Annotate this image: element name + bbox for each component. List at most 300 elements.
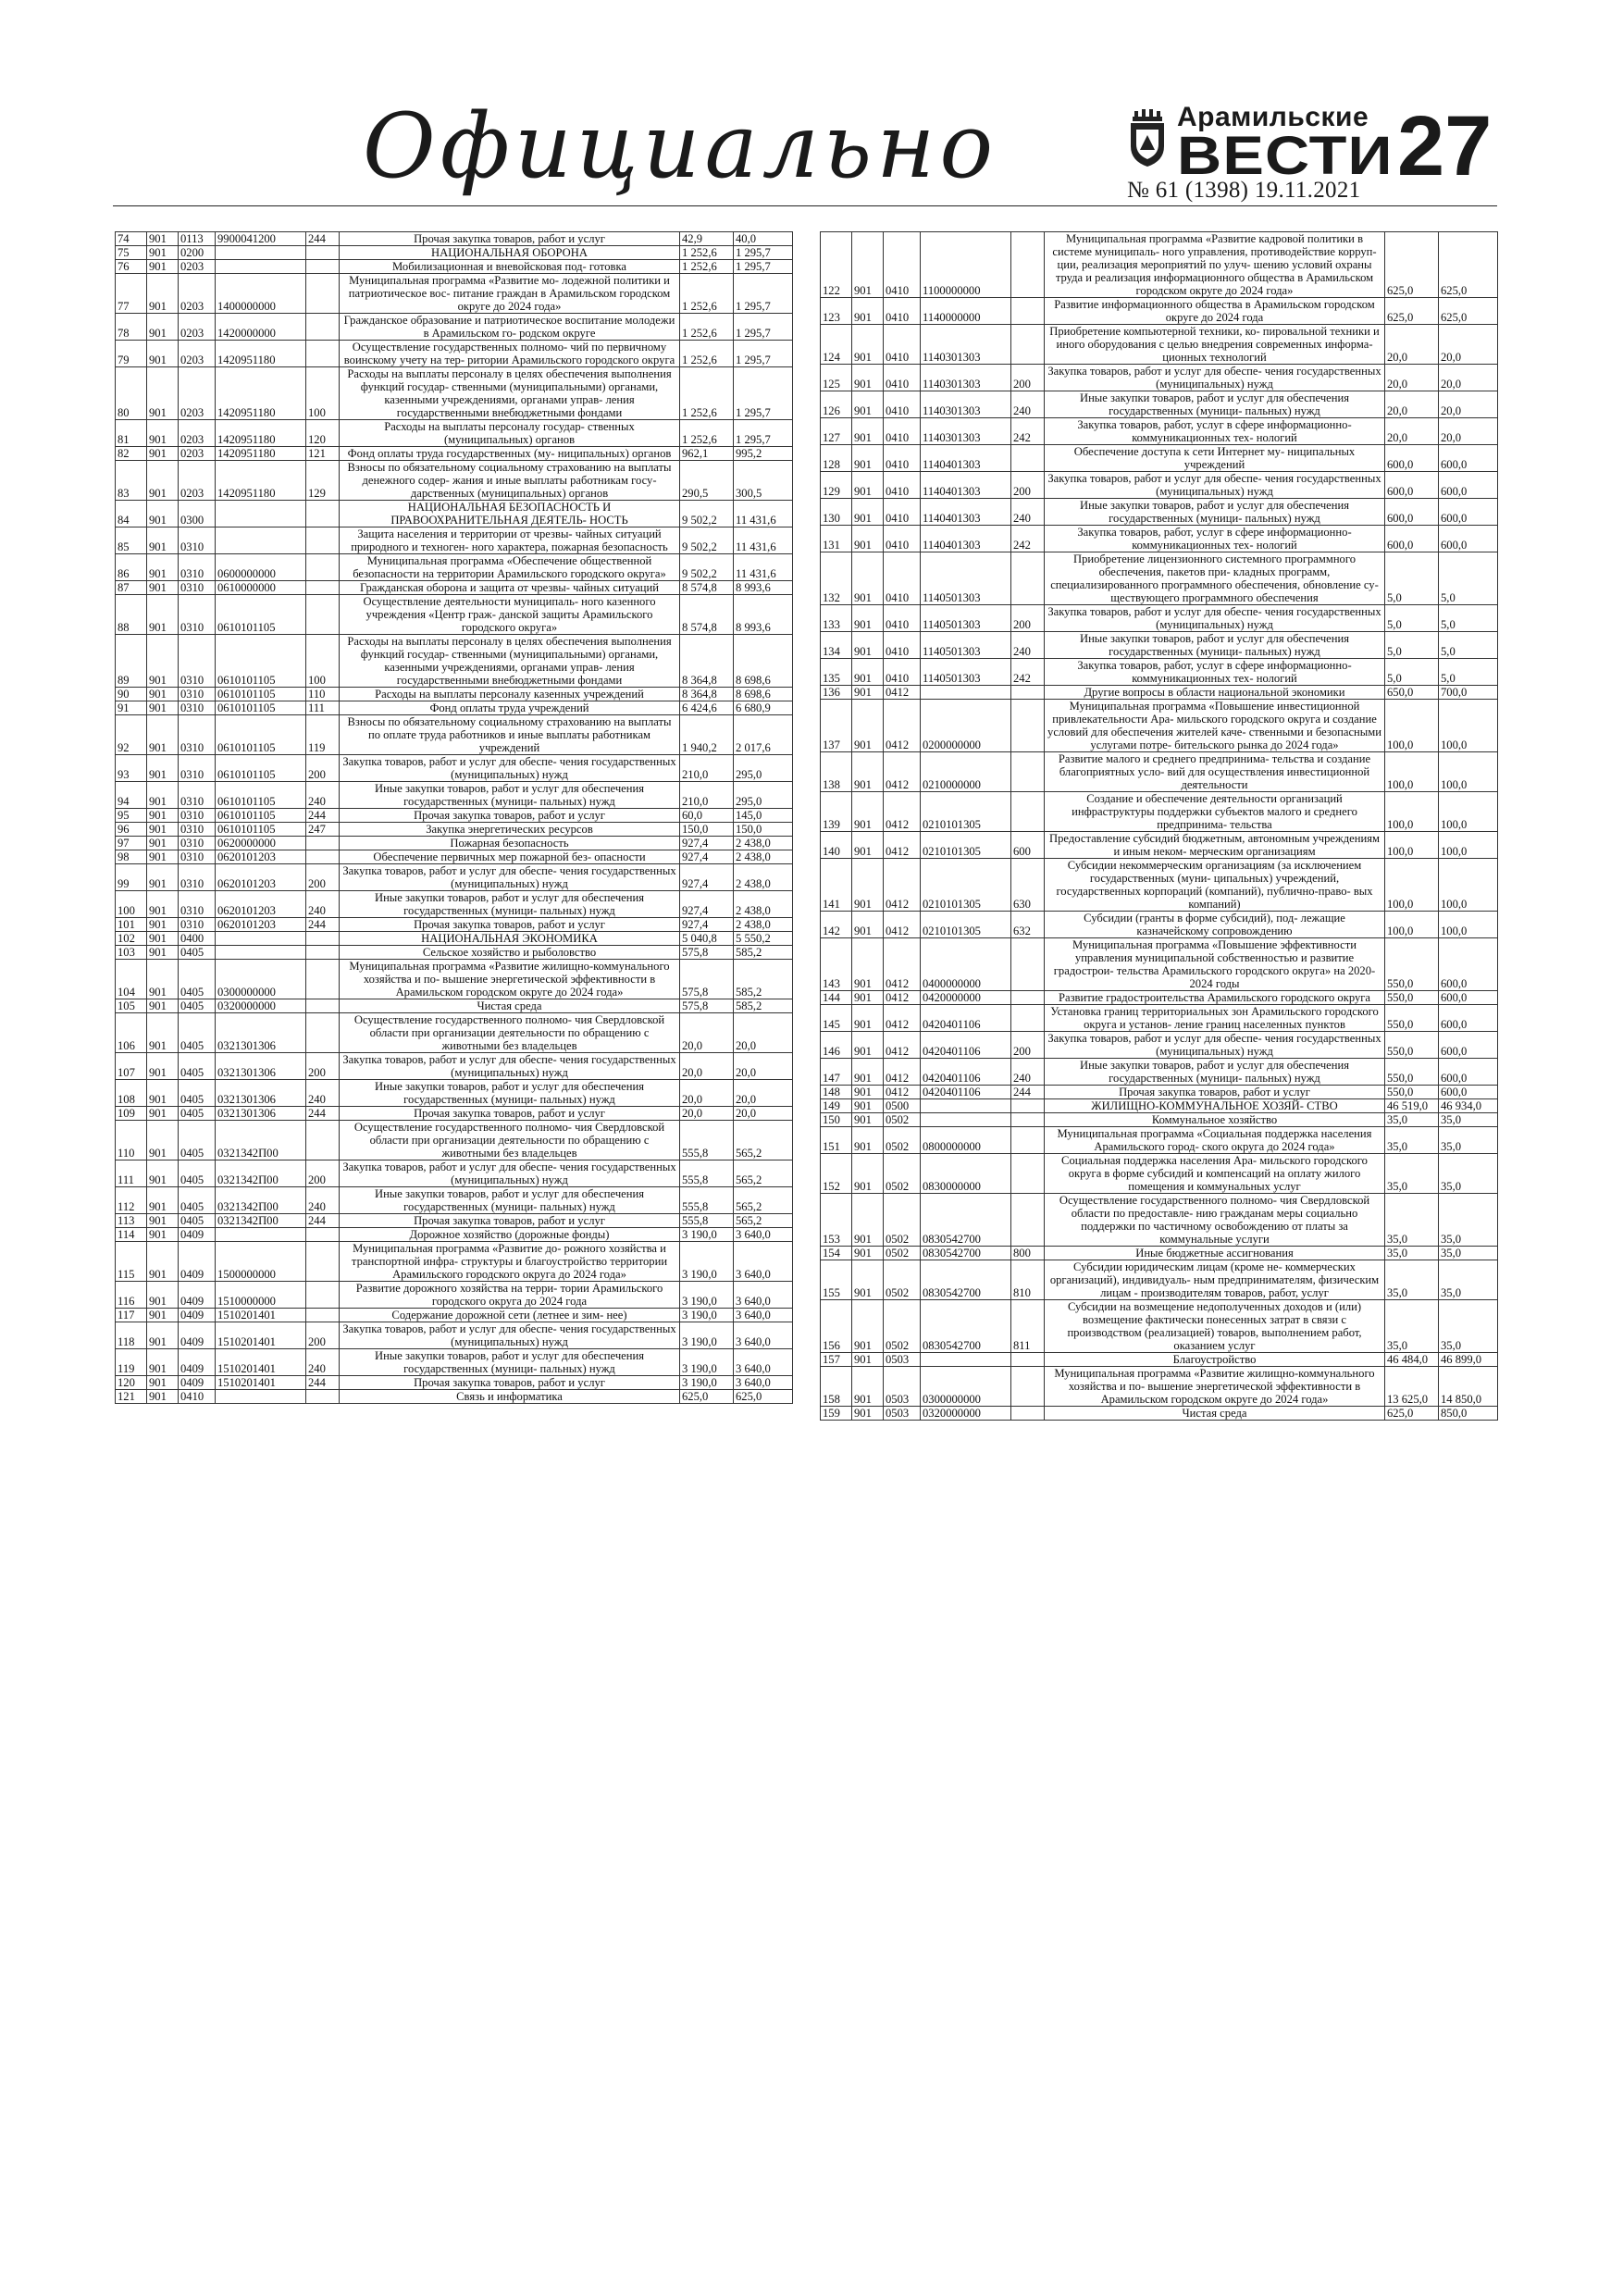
expense-name: Иные бюджетные ассигнования	[1045, 1247, 1385, 1260]
expense-name: Осуществление деятельности муниципаль- ного казенного учреждения «Центр граж- данской защиты Арамильского городского округа»	[340, 595, 680, 635]
row-number: 157	[821, 1353, 852, 1367]
row-number: 111	[116, 1160, 147, 1187]
amount-2023: 1 252,6	[680, 260, 734, 274]
section-code: 0405	[179, 1080, 216, 1107]
amount-2024: 3 640,0	[734, 1282, 793, 1309]
table-row	[821, 391, 1498, 418]
target-article-code: 1420951180	[216, 447, 306, 461]
target-article-code	[921, 1353, 1011, 1367]
ministry-code: 901	[147, 527, 179, 554]
target-article-code: 0210101305	[921, 859, 1011, 912]
table-row	[116, 850, 793, 864]
amount-2023: 555,8	[680, 1187, 734, 1214]
ministry-code: 901	[852, 832, 884, 859]
target-article-code: 1420951180	[216, 367, 306, 420]
amount-2024: 5,0	[1439, 632, 1498, 659]
expense-name: Муниципальная программа «Развитие жилищно-коммунального хозяйства и по- вышение энергетической эффективности в Арамильском городском округе до 2024 года»	[1045, 1367, 1385, 1407]
expense-type-code: 200	[1011, 365, 1045, 391]
row-number: 88	[116, 595, 147, 635]
ministry-code: 901	[147, 1013, 179, 1053]
amount-2024: 100,0	[1439, 792, 1498, 832]
expense-name: Прочая закупка товаров, работ и услуг	[340, 1107, 680, 1121]
section-code: 0203	[179, 341, 216, 367]
section-code: 0410	[884, 499, 921, 526]
amount-2023: 927,4	[680, 864, 734, 891]
section-code: 0502	[884, 1154, 921, 1194]
section-code: 0412	[884, 752, 921, 792]
expense-type-code	[1011, 445, 1045, 472]
amount-2023: 210,0	[680, 782, 734, 809]
ministry-code: 901	[147, 581, 179, 595]
target-article-code: 0321342П00	[216, 1187, 306, 1214]
section-code: 0502	[884, 1194, 921, 1247]
section-code: 0203	[179, 260, 216, 274]
ministry-code: 901	[147, 420, 179, 447]
expense-type-code: 121	[306, 447, 340, 461]
target-article-code: 0610101105	[216, 755, 306, 782]
expense-type-code	[1011, 1099, 1045, 1113]
expense-name: Муниципальная программа «Обеспечение общественной безопасности на территории Арамильского городского округа»	[340, 554, 680, 581]
ministry-code: 901	[147, 864, 179, 891]
section-code: 0113	[179, 232, 216, 246]
expense-name: Закупка товаров, работ, услуг в сфере информационно-коммуникационных тех- нологий	[1045, 526, 1385, 552]
section-code: 0310	[179, 635, 216, 688]
target-article-code: 0610101105	[216, 782, 306, 809]
amount-2024: 11 431,6	[734, 527, 793, 554]
expense-type-code	[306, 1228, 340, 1242]
amount-2024: 5 550,2	[734, 932, 793, 946]
section-code: 0310	[179, 715, 216, 755]
amount-2023: 3 190,0	[680, 1242, 734, 1282]
section-code: 0412	[884, 859, 921, 912]
expense-name: Закупка товаров, работ и услуг для обеспе- чения государственных (муниципальных) нужд	[1045, 472, 1385, 499]
row-number: 151	[821, 1127, 852, 1154]
amount-2023: 550,0	[1385, 938, 1439, 991]
expense-name: Развитие малого и среднего предпринима- тельства и создание благоприятных усло- вий для осуществления инвестиционной деятельности	[1045, 752, 1385, 792]
row-number: 133	[821, 605, 852, 632]
section-code: 0310	[179, 850, 216, 864]
target-article-code: 0610101105	[216, 635, 306, 688]
amount-2024: 625,0	[1439, 232, 1498, 298]
amount-2024: 35,0	[1439, 1260, 1498, 1300]
ministry-code: 901	[852, 1300, 884, 1353]
section-code: 0310	[179, 688, 216, 701]
amount-2023: 100,0	[1385, 700, 1439, 752]
target-article-code	[921, 686, 1011, 700]
ministry-code: 901	[147, 960, 179, 999]
row-number: 96	[116, 823, 147, 837]
target-article-code: 0610101105	[216, 715, 306, 755]
table-row	[116, 1322, 793, 1349]
target-article-code	[216, 527, 306, 554]
coat-of-arms-icon	[1127, 109, 1168, 168]
expense-type-code	[306, 932, 340, 946]
expense-name: Иные закупки товаров, работ и услуг для обеспечения государственных (муници- пальных) нужд	[340, 782, 680, 809]
expense-type-code: 244	[306, 232, 340, 246]
row-number: 159	[821, 1407, 852, 1421]
amount-2024: 585,2	[734, 999, 793, 1013]
row-number: 116	[116, 1282, 147, 1309]
target-article-code: 1100000000	[921, 232, 1011, 298]
expense-name: Сельское хозяйство и рыболовство	[340, 946, 680, 960]
row-number: 113	[116, 1214, 147, 1228]
ministry-code: 901	[852, 700, 884, 752]
expense-type-code: 240	[1011, 1059, 1045, 1086]
target-article-code: 1140501303	[921, 605, 1011, 632]
table-row	[116, 1107, 793, 1121]
table-row	[116, 960, 793, 999]
row-number: 77	[116, 274, 147, 314]
table-row	[116, 581, 793, 595]
row-number: 141	[821, 859, 852, 912]
table-row	[116, 1349, 793, 1376]
table-row	[116, 1242, 793, 1282]
target-article-code	[921, 1113, 1011, 1127]
section-code: 0300	[179, 501, 216, 527]
target-article-code: 0210101305	[921, 912, 1011, 938]
section-code: 0310	[179, 864, 216, 891]
ministry-code: 901	[147, 782, 179, 809]
expense-name: Гражданское образование и патриотическое воспитание молодежи в Арамильском го- родском округе	[340, 314, 680, 341]
amount-2024: 1 295,7	[734, 260, 793, 274]
amount-2023: 550,0	[1385, 1059, 1439, 1086]
expense-name: Закупка товаров, работ и услуг для обеспе- чения государственных (муниципальных) нужд	[1045, 1032, 1385, 1059]
expense-name: Установка границ территориальных зон Арамильского городского округа и установ- ление границ населенных пунктов	[1045, 1005, 1385, 1032]
expense-name: Муниципальная программа «Развитие кадровой политики в системе муниципаль- ного управления, противодействие корруп- ции, реализация мероприятий по улуч- шению условий охраны труда и реализация информационного общества в Арамильском городском округе до 2024 года»	[1045, 232, 1385, 298]
section-code: 0502	[884, 1247, 921, 1260]
amount-2024: 20,0	[734, 1013, 793, 1053]
ministry-code: 901	[852, 1113, 884, 1127]
ministry-code: 901	[147, 1107, 179, 1121]
table-row	[116, 1160, 793, 1187]
amount-2023: 35,0	[1385, 1260, 1439, 1300]
amount-2023: 575,8	[680, 946, 734, 960]
ministry-code: 901	[147, 1309, 179, 1322]
table-row	[821, 1367, 1498, 1407]
expense-name: Закупка энергетических ресурсов	[340, 823, 680, 837]
target-article-code: 1140301303	[921, 391, 1011, 418]
row-number: 153	[821, 1194, 852, 1247]
amount-2023: 3 190,0	[680, 1322, 734, 1349]
amount-2023: 927,4	[680, 837, 734, 850]
ministry-code: 901	[852, 1194, 884, 1247]
section-code: 0410	[884, 418, 921, 445]
section-code: 0412	[884, 991, 921, 1005]
expense-name: Закупка товаров, работ и услуг для обеспе- чения государственных (муниципальных) нужд	[1045, 365, 1385, 391]
amount-2023: 927,4	[680, 850, 734, 864]
section-code: 0412	[884, 686, 921, 700]
amount-2024: 5,0	[1439, 659, 1498, 686]
expense-name: Обеспечение доступа к сети Интернет му- ниципальных учреждений	[1045, 445, 1385, 472]
table-row	[116, 999, 793, 1013]
ministry-code: 901	[147, 1282, 179, 1309]
row-number: 80	[116, 367, 147, 420]
expense-type-code: 800	[1011, 1247, 1045, 1260]
expense-name: Прочая закупка товаров, работ и услуг	[1045, 1086, 1385, 1099]
target-article-code: 9900041200	[216, 232, 306, 246]
amount-2023: 3 190,0	[680, 1282, 734, 1309]
amount-2024: 20,0	[734, 1053, 793, 1080]
amount-2024: 625,0	[734, 1390, 793, 1404]
section-code: 0412	[884, 912, 921, 938]
amount-2023: 555,8	[680, 1160, 734, 1187]
target-article-code: 0620101203	[216, 891, 306, 918]
expense-type-code: 600	[1011, 832, 1045, 859]
section-code: 0503	[884, 1367, 921, 1407]
expense-type-code: 242	[1011, 526, 1045, 552]
expense-name: Закупка товаров, работ и услуг для обеспе- чения государственных (муниципальных) нужд	[340, 1322, 680, 1349]
amount-2024: 995,2	[734, 447, 793, 461]
expense-type-code: 240	[306, 1080, 340, 1107]
ministry-code: 901	[852, 365, 884, 391]
table-row	[116, 1013, 793, 1053]
ministry-code: 901	[852, 552, 884, 605]
expense-type-code	[1011, 792, 1045, 832]
ministry-code: 901	[852, 912, 884, 938]
table-row	[821, 792, 1498, 832]
amount-2024: 565,2	[734, 1121, 793, 1160]
amount-2023: 100,0	[1385, 912, 1439, 938]
expense-name: Иные закупки товаров, работ и услуг для обеспечения государственных (муници- пальных) нужд	[1045, 632, 1385, 659]
amount-2024: 600,0	[1439, 1005, 1498, 1032]
ministry-code: 901	[852, 1086, 884, 1099]
expense-type-code	[306, 1242, 340, 1282]
row-number: 146	[821, 1032, 852, 1059]
target-article-code: 0400000000	[921, 938, 1011, 991]
section-code: 0412	[884, 700, 921, 752]
amount-2024: 600,0	[1439, 526, 1498, 552]
table-row	[116, 527, 793, 554]
row-number: 106	[116, 1013, 147, 1053]
table-row	[821, 991, 1498, 1005]
amount-2023: 35,0	[1385, 1300, 1439, 1353]
expense-type-code: 632	[1011, 912, 1045, 938]
amount-2024: 850,0	[1439, 1407, 1498, 1421]
amount-2024: 1 295,7	[734, 341, 793, 367]
newspaper-logo	[1127, 102, 1394, 186]
expense-name: Расходы на выплаты персоналу в целях обеспечения выполнения функций государ- ственными (муниципальными) органами, казенными учреждениями, органами управ- ления государственными внебюджетными фондами	[340, 367, 680, 420]
expense-type-code: 200	[306, 1322, 340, 1349]
row-number: 75	[116, 246, 147, 260]
expense-name: Прочая закупка товаров, работ и услуг	[340, 809, 680, 823]
expense-type-code: 244	[306, 918, 340, 932]
expense-type-code: 119	[306, 715, 340, 755]
amount-2023: 5,0	[1385, 659, 1439, 686]
row-number: 131	[821, 526, 852, 552]
target-article-code: 1140401303	[921, 472, 1011, 499]
amount-2023: 550,0	[1385, 1005, 1439, 1032]
row-number: 136	[821, 686, 852, 700]
row-number: 84	[116, 501, 147, 527]
target-article-code: 1510000000	[216, 1282, 306, 1309]
expense-type-code: 240	[306, 782, 340, 809]
expense-type-code: 242	[1011, 659, 1045, 686]
target-article-code: 0620101203	[216, 850, 306, 864]
section-code: 0409	[179, 1349, 216, 1376]
row-number: 138	[821, 752, 852, 792]
row-number: 114	[116, 1228, 147, 1242]
ministry-code: 901	[147, 341, 179, 367]
amount-2024: 600,0	[1439, 1086, 1498, 1099]
target-article-code	[921, 1099, 1011, 1113]
ministry-code: 901	[852, 298, 884, 325]
expense-name: Мобилизационная и вневойсковая под- готовка	[340, 260, 680, 274]
amount-2024: 300,5	[734, 461, 793, 501]
left-table-body	[116, 232, 793, 1404]
amount-2024: 11 431,6	[734, 554, 793, 581]
expense-type-code	[1011, 1353, 1045, 1367]
amount-2024: 1 295,7	[734, 314, 793, 341]
expense-type-code	[306, 960, 340, 999]
target-article-code	[216, 932, 306, 946]
row-number: 120	[116, 1376, 147, 1390]
amount-2024: 35,0	[1439, 1194, 1498, 1247]
ministry-code: 901	[147, 837, 179, 850]
amount-2023: 555,8	[680, 1214, 734, 1228]
section-code: 0310	[179, 701, 216, 715]
amount-2023: 550,0	[1385, 1032, 1439, 1059]
section-code: 0405	[179, 1013, 216, 1053]
ministry-code: 901	[147, 1390, 179, 1404]
amount-2024: 2 438,0	[734, 864, 793, 891]
expense-name: Фонд оплаты труда государственных (му- ниципальных) органов	[340, 447, 680, 461]
expense-type-code	[1011, 938, 1045, 991]
row-number: 154	[821, 1247, 852, 1260]
section-code: 0409	[179, 1242, 216, 1282]
expense-name: Расходы на выплаты персоналу казенных учреждений	[340, 688, 680, 701]
ministry-code: 901	[852, 1367, 884, 1407]
table-row	[116, 1390, 793, 1404]
table-row	[821, 605, 1498, 632]
amount-2023: 100,0	[1385, 859, 1439, 912]
ministry-code: 901	[852, 1099, 884, 1113]
expense-name: Содержание дорожной сети (летнее и зим- нее)	[340, 1309, 680, 1322]
table-row	[821, 232, 1498, 298]
expense-type-code	[1011, 700, 1045, 752]
amount-2023: 9 502,2	[680, 527, 734, 554]
amount-2023: 6 424,6	[680, 701, 734, 715]
row-number: 117	[116, 1309, 147, 1322]
row-number: 94	[116, 782, 147, 809]
amount-2023: 1 252,6	[680, 420, 734, 447]
table-row	[116, 367, 793, 420]
amount-2024: 8 698,6	[734, 635, 793, 688]
table-row	[821, 832, 1498, 859]
expense-name: Осуществление государственного полномо- чия Свердловской области по предоставле- нию гражданам меры социально поддержки по частичному освобождению от платы за коммунальные услуги	[1045, 1194, 1385, 1247]
ministry-code: 901	[147, 461, 179, 501]
amount-2023: 150,0	[680, 823, 734, 837]
amount-2024: 1 295,7	[734, 274, 793, 314]
amount-2023: 20,0	[680, 1053, 734, 1080]
budget-table-left	[115, 231, 793, 1404]
target-article-code: 0620000000	[216, 837, 306, 850]
amount-2024: 100,0	[1439, 752, 1498, 792]
amount-2024: 150,0	[734, 823, 793, 837]
section-code: 0502	[884, 1300, 921, 1353]
ministry-code: 901	[147, 755, 179, 782]
section-code: 0310	[179, 554, 216, 581]
row-number: 152	[821, 1154, 852, 1194]
amount-2023: 20,0	[1385, 365, 1439, 391]
amount-2023: 20,0	[680, 1013, 734, 1053]
table-row	[821, 1005, 1498, 1032]
section-code: 0203	[179, 367, 216, 420]
amount-2024: 3 640,0	[734, 1242, 793, 1282]
expense-name: Прочая закупка товаров, работ и услуг	[340, 232, 680, 246]
target-article-code: 1510201401	[216, 1376, 306, 1390]
expense-type-code	[1011, 1194, 1045, 1247]
ministry-code: 901	[852, 1005, 884, 1032]
expense-name: Муниципальная программа «Социальная поддержка населения Арамильского город- ского округа до 2024 года»	[1045, 1127, 1385, 1154]
row-number: 130	[821, 499, 852, 526]
row-number: 134	[821, 632, 852, 659]
section-code: 0410	[884, 659, 921, 686]
table-row	[116, 260, 793, 274]
expense-type-code	[306, 246, 340, 260]
table-row	[821, 1407, 1498, 1421]
table-row	[116, 1214, 793, 1228]
expense-name: Защита населения и территории от чрезвы- чайных ситуаций природного и техноген- ного характера, пожарная безопасность	[340, 527, 680, 554]
row-number: 103	[116, 946, 147, 960]
amount-2023: 550,0	[1385, 991, 1439, 1005]
expense-name: Закупка товаров, работ и услуг для обеспе- чения государственных (муниципальных) нужд	[340, 1053, 680, 1080]
section-code: 0409	[179, 1282, 216, 1309]
table-row	[116, 688, 793, 701]
expense-type-code: 630	[1011, 859, 1045, 912]
section-code: 0410	[884, 526, 921, 552]
expense-name: Иные закупки товаров, работ и услуг для обеспечения государственных (муници- пальных) нужд	[340, 1080, 680, 1107]
table-row	[821, 1247, 1498, 1260]
section-code: 0503	[884, 1353, 921, 1367]
row-number: 115	[116, 1242, 147, 1282]
row-number: 95	[116, 809, 147, 823]
amount-2023: 5,0	[1385, 605, 1439, 632]
row-number: 127	[821, 418, 852, 445]
ministry-code: 901	[852, 1407, 884, 1421]
expense-name: Другие вопросы в области национальной экономики	[1045, 686, 1385, 700]
amount-2023: 600,0	[1385, 445, 1439, 472]
ministry-code: 901	[147, 635, 179, 688]
expense-name: Связь и информатика	[340, 1390, 680, 1404]
amount-2024: 2 438,0	[734, 850, 793, 864]
row-number: 129	[821, 472, 852, 499]
table-row	[821, 526, 1498, 552]
row-number: 109	[116, 1107, 147, 1121]
expense-name: Фонд оплаты труда учреждений	[340, 701, 680, 715]
ministry-code: 901	[852, 605, 884, 632]
table-row	[821, 700, 1498, 752]
amount-2023: 20,0	[1385, 418, 1439, 445]
row-number: 124	[821, 325, 852, 365]
section-code: 0410	[884, 298, 921, 325]
target-article-code: 0610000000	[216, 581, 306, 595]
row-number: 140	[821, 832, 852, 859]
target-article-code: 1510201401	[216, 1349, 306, 1376]
row-number: 123	[821, 298, 852, 325]
amount-2023: 9 502,2	[680, 501, 734, 527]
table-row	[116, 715, 793, 755]
section-code: 0405	[179, 960, 216, 999]
amount-2024: 46 899,0	[1439, 1353, 1498, 1367]
target-article-code: 1420000000	[216, 314, 306, 341]
section-code: 0310	[179, 918, 216, 932]
table-row	[116, 755, 793, 782]
expense-name: Прочая закупка товаров, работ и услуг	[340, 1376, 680, 1390]
table-row	[821, 1059, 1498, 1086]
expense-type-code	[1011, 552, 1045, 605]
amount-2023: 625,0	[1385, 232, 1439, 298]
amount-2024: 20,0	[1439, 391, 1498, 418]
